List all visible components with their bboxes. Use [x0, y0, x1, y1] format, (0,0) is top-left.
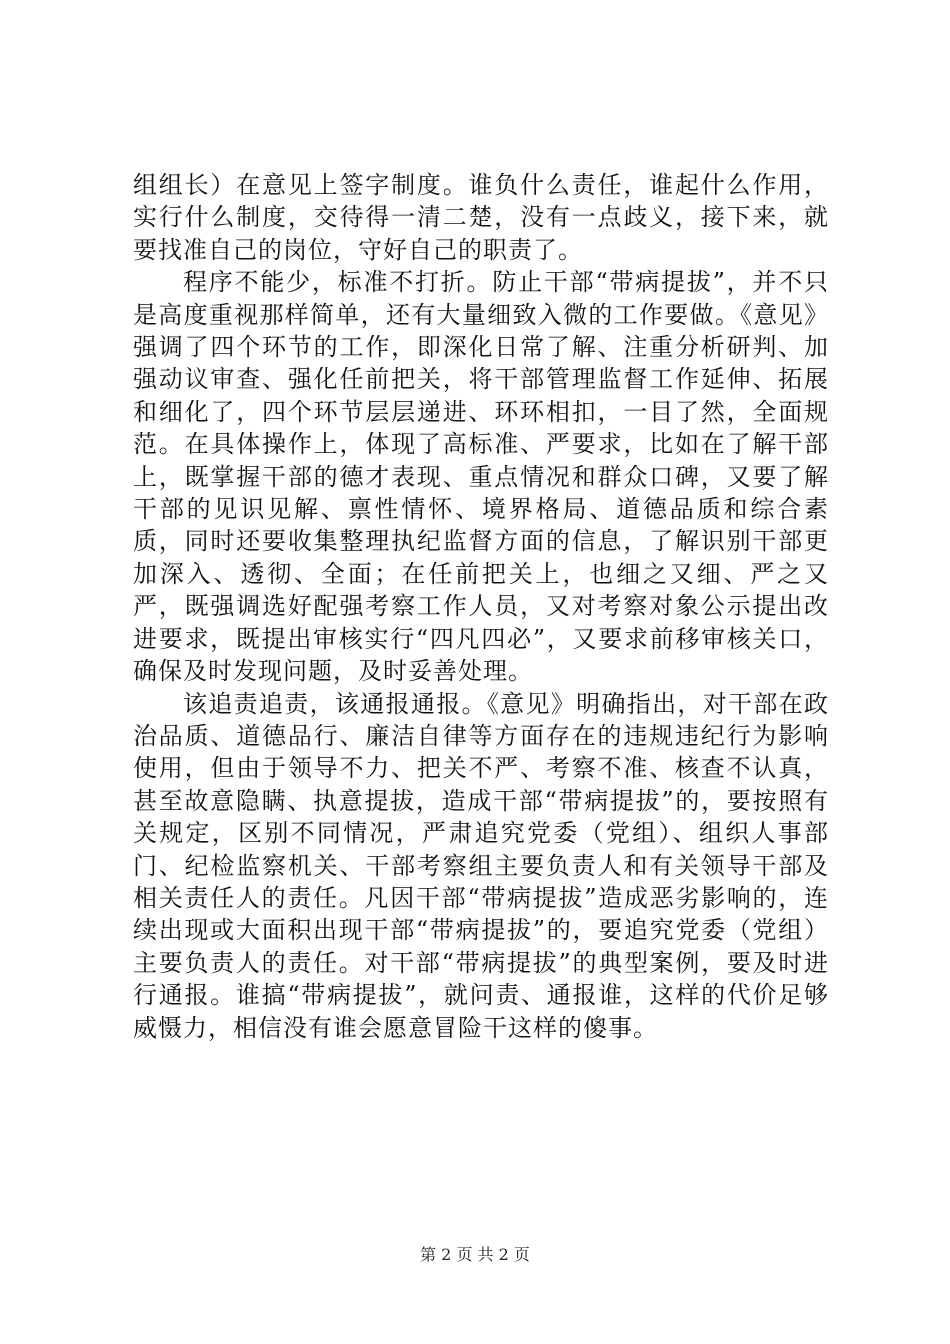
paragraph-accountability: 该追责追责，该通报通报。《意见》明确指出，对干部在政治品质、道德品行、廉洁自律等方面存在的违规违纪行为影响使用，但由于领导不力、把关不严、考察不准、核查不认真，甚至故意隐瞒、执意提拔，造成干部“带病提拔”的，要按照有关规定，区别不同情况，严肃追究党委（党组）、组织人事部门、纪检监察机关、干部考察组主要负责人和有关领导干部及相关责任人的责任。凡因干部“带病提拔”造成恶劣影响的，连续出现或大面积出现干部“带病提拔”的，要追究党委（党组）主要负责人的责任。对干部“带病提拔”的典型案例，要及时进行通报。谁搞“带病提拔”，就问责、通报谁，这样的代价足够威慑力，相信没有谁会愿意冒险干这样的傻事。	[133, 689, 829, 1042]
paragraph-continuation: 组组长）在意见上签字制度。谁负什么责任，谁起什么作用，实行什么制度，交待得一清二楚，没有一点歧义，接下来，就要找准自己的岗位，守好自己的职责了。	[133, 171, 829, 264]
page-number-footer: 第 2 页 共 2 页	[420, 1245, 530, 1264]
document-body	[133, 169, 829, 1044]
paragraph-procedure-standards: 程序不能少，标准不打折。防止干部“带病提拔”，并不只是高度重视那样简单，还有大量细致入微的工作要做。《意见》强调了四个环节的工作，即深化日常了解、注重分析研判、加强动议审查、强化任前把关，将干部管理监督工作延伸、拓展和细化了，四个环节层层递进、环环相扣，一目了然，全面规范。在具体操作上，体现了高标准、严要求，比如在了解干部上，既掌握干部的德才表现、重点情况和群众口碑，又要了解干部的见识见解、禀性情怀、境界格局、道德品质和综合素质，同时还要收集整理执纪监督方面的信息，了解识别干部更加深入、透彻、全面；在任前把关上，也细之又细、严之又严，既强调选好配强考察工作人员，又对考察对象公示提出改进要求，既提出审核实行“四凡四必”，又要求前移审核关口，确保及时发现问题，及时妥善处理。	[133, 268, 829, 686]
